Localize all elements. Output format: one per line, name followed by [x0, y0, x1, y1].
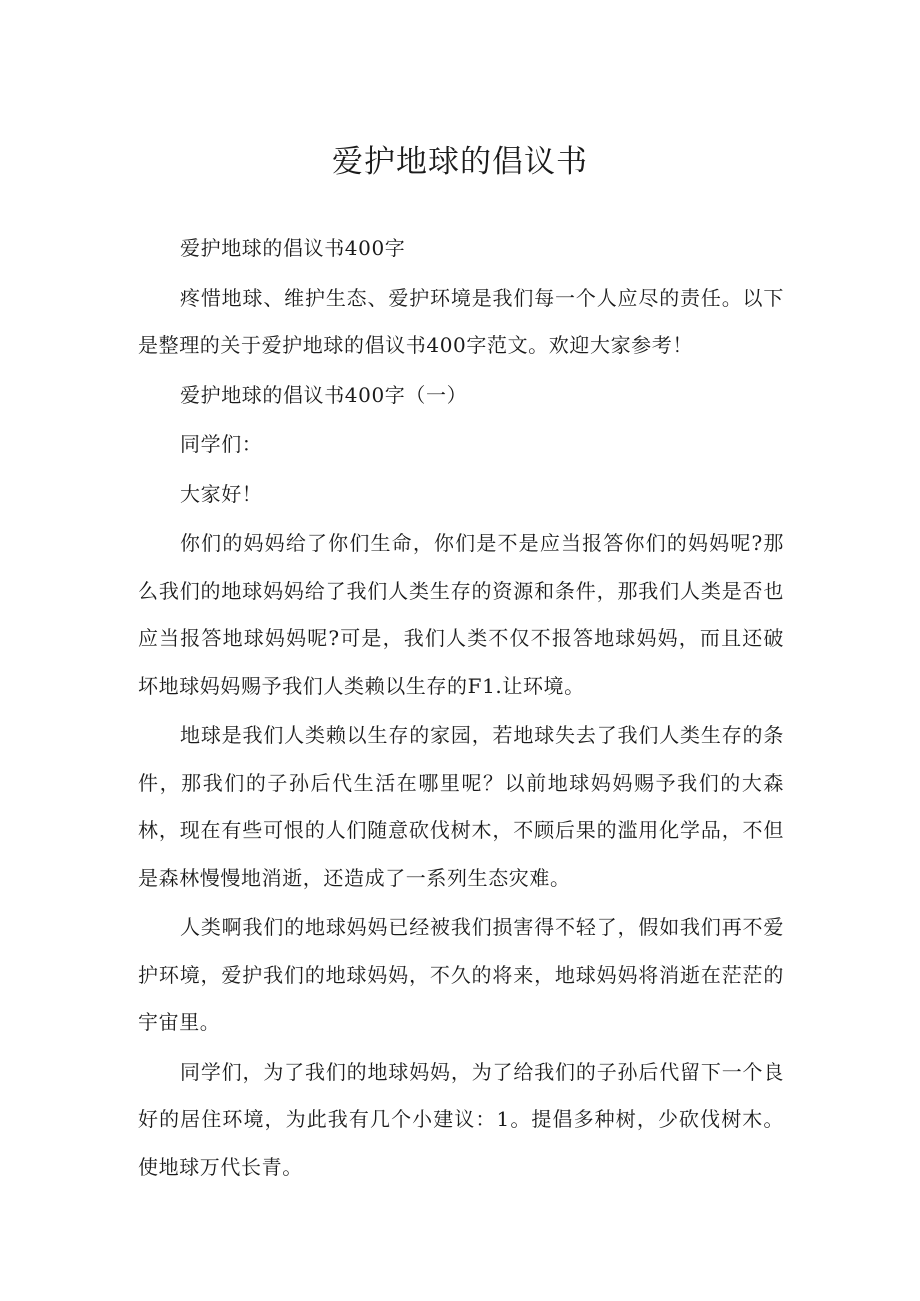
body-paragraph: 人类啊我们的地球妈妈已经被我们损害得不轻了，假如我们再不爱护环境，爱护我们的地球妈妈，不久的将来，地球妈妈将消逝在茫茫的宇宙里。: [138, 915, 784, 1034]
body-paragraph: 地球是我们人类赖以生存的家园，若地球失去了我们人类生存的条件，那我们的子孙后代生活在哪里呢？以前地球妈妈赐予我们的大森林，现在有些可恨的人们随意砍伐树木，不顾后果的滥用化学品，不但是森林慢慢地消逝，还造成了一系列生态灾难。: [138, 723, 784, 890]
document-title: 爱护地球的倡议书: [332, 144, 588, 180]
greeting-paragraph: 大家好！: [180, 481, 263, 506]
body-paragraph: 同学们，为了我们的地球妈妈，为了给我们的子孙后代留下一个良好的居住环境，为此我有几个小建议：1。提倡多种树，少砍伐树木。使地球万代长青。: [138, 1059, 784, 1179]
section-heading: 爱护地球的倡议书400字（一）: [180, 382, 468, 407]
subtitle-paragraph: 爱护地球的倡议书400字: [180, 236, 406, 260]
intro-paragraph: 疼惜地球、维护生态、爱护环境是我们每一个人应尽的责任。以下是整理的关于爱护地球的倡议书400字范文。欢迎大家参考！: [138, 285, 784, 357]
salutation-paragraph: 同学们：: [180, 432, 263, 456]
document-body: [138, 225, 784, 1193]
body-paragraph: 你们的妈妈给了你们生命，你们是不是应当报答你们的妈妈呢?那么我们的地球妈妈给了我们人类生存的资源和条件，那我们人类是否也应当报答地球妈妈呢?可是，我们人类不仅不报答地球妈妈，而且还破坏地球妈妈赐予我们人类赖以生存的F1.让环境。: [138, 531, 784, 698]
